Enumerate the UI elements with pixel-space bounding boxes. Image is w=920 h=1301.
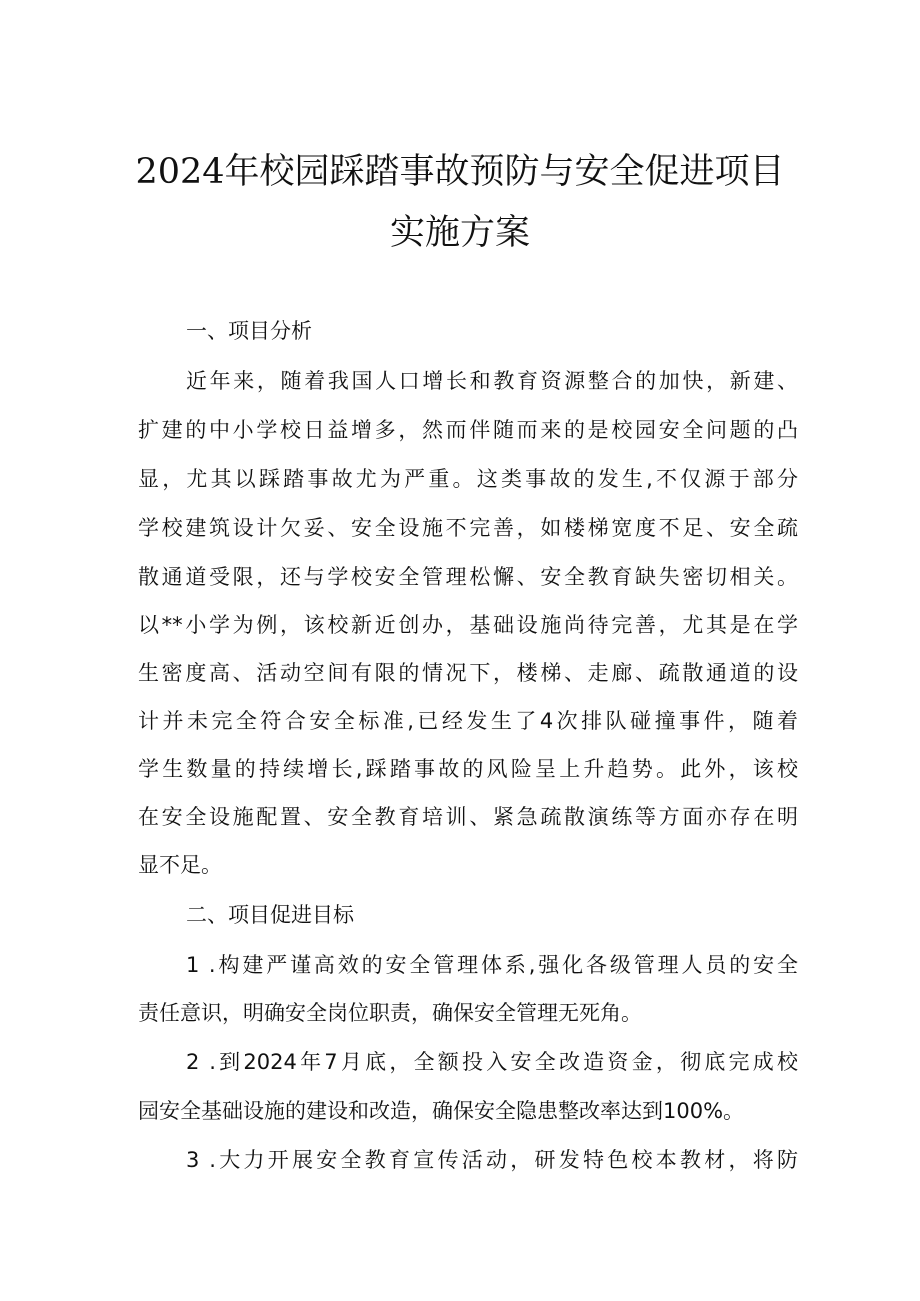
section-1-paragraph-line: 生密度高、活动空间有限的情况下，楼梯、走廊、疏散通道的设 [138,661,798,685]
section-1-paragraph-line: 近年来，随着我国人口增长和教育资源整合的加快，新建、 [186,369,798,393]
section-1-heading: 一、项目分析 [186,319,312,343]
section-1-paragraph-line: 扩建的中小学校日益增多，然而伴随而来的是校园安全问题的凸 [138,418,798,442]
document-title-line-1: 2024年校园踩踏事故预防与安全促进项目 [135,152,785,192]
goal-1-line: 责任意识，明确安全岗位职责，确保安全管理无死角。 [138,1001,642,1025]
section-1-paragraph-line: 散通道受限，还与学校安全管理松懈、安全教育缺失密切相关。 [138,565,798,589]
goal-1-line: 1 .构建严谨高效的安全管理体系,强化各级管理人员的安全 [186,953,798,977]
section-1-paragraph-line: 显不足。 [138,853,222,877]
section-2-heading: 二、项目促进目标 [186,903,354,927]
section-1-paragraph-line: 学生数量的持续增长,踩踏事故的风险呈上升趋势。此外，该校 [138,757,798,781]
section-1-paragraph-line: 以**小学为例，该校新近创办，基础设施尚待完善，尤其是在学 [138,613,798,637]
document-title-line-2: 实施方案 [389,213,530,253]
section-1-paragraph-line: 计并未完全符合安全标准,已经发生了4次排队碰撞事件，随着 [138,709,798,733]
section-1-paragraph-line: 显，尤其以踩踏事故尤为严重。这类事故的发生,不仅源于部分 [138,467,798,491]
section-1-paragraph-line: 学校建筑设计欠妥、安全设施不完善，如楼梯宽度不足、安全疏 [138,516,798,540]
goal-2-line: 园安全基础设施的建设和改造，确保安全隐患整改率达到100%。 [138,1099,745,1123]
goal-3-line: 3 .大力开展安全教育宣传活动，研发特色校本教材，将防 [186,1148,798,1172]
section-1-paragraph-line: 在安全设施配置、安全教育培训、紧急疏散演练等方面亦存在明 [138,805,798,829]
goal-2-line: 2 .到2024年7月底，全额投入安全改造资金，彻底完成校 [186,1050,798,1074]
